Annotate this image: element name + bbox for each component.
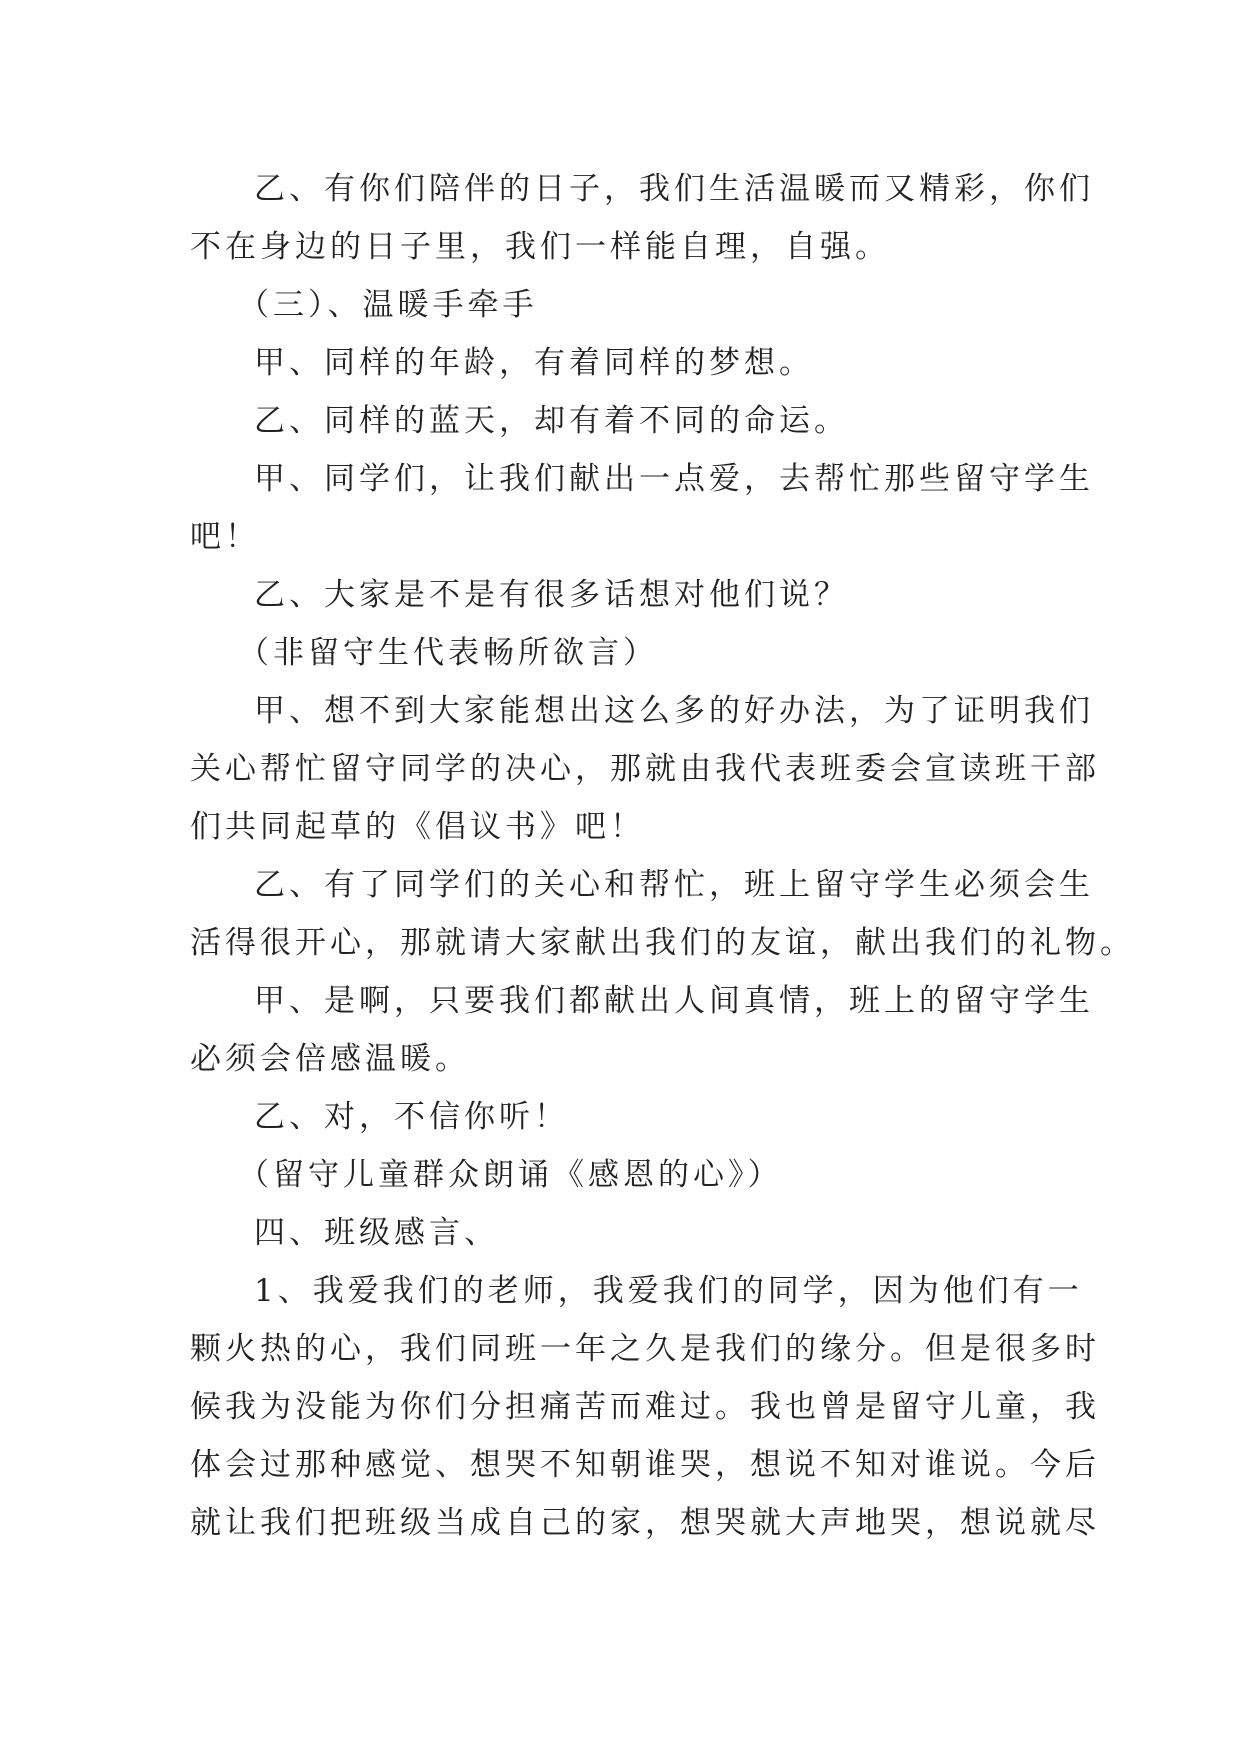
- text-line: 乙、对，不信你听！: [254, 1099, 569, 1135]
- text-line: 甲、是啊，只要我们都献出人间真情，班上的留守学生: [254, 983, 1094, 1019]
- text-line: 们共同起草的《倡议书》吧！: [190, 809, 645, 845]
- text-line: 甲、同样的年龄，有着同样的梦想。: [254, 345, 814, 381]
- stage-direction: （留守儿童群众朗诵《感恩的心》）: [238, 1157, 783, 1193]
- text-line: 必须会倍感温暖。: [190, 1041, 470, 1077]
- text-line: 吧！: [190, 519, 260, 555]
- section-heading: （三）、温暖手牵手: [238, 287, 538, 323]
- text-line: 关心帮忙留守同学的决心，那就由我代表班委会宣读班干部: [190, 751, 1100, 787]
- text-line: 体会过那种感觉、想哭不知朝谁哭，想说不知对谁说。今后: [190, 1447, 1100, 1483]
- section-heading: 四、班级感言、: [254, 1215, 499, 1251]
- text-line: 不在身边的日子里，我们一样能自理，自强。: [190, 229, 890, 265]
- stage-direction: （非留守生代表畅所欲言）: [238, 635, 658, 671]
- text-line: 活得很开心，那就请大家献出我们的友谊，献出我们的礼物。: [190, 925, 1135, 961]
- text-line: 甲、同学们，让我们献出一点爱，去帮忙那些留守学生: [254, 461, 1094, 497]
- text-line: 甲、想不到大家能想出这么多的好办法，为了证明我们: [254, 693, 1094, 729]
- text-line: 候我为没能为你们分担痛苦而难过。我也曾是留守儿童，我: [190, 1389, 1100, 1425]
- text-line: 就让我们把班级当成自己的家，想哭就大声地哭，想说就尽: [190, 1505, 1100, 1541]
- text-line: 乙、有了同学们的关心和帮忙，班上留守学生必须会生: [254, 867, 1094, 903]
- document-body: [190, 160, 1135, 1552]
- text-line: 颗火热的心，我们同班一年之久是我们的缘分。但是很多时: [190, 1331, 1100, 1367]
- text-line: 乙、大家是不是有很多话想对他们说？: [254, 577, 849, 613]
- text-line: 乙、同样的蓝天，却有着不同的命运。: [254, 403, 849, 439]
- text-line: 乙、有你们陪伴的日子，我们生活温暖而又精彩，你们: [254, 171, 1094, 207]
- text-line: 1、我爱我们的老师，我爱我们的同学，因为他们有一: [254, 1273, 1083, 1309]
